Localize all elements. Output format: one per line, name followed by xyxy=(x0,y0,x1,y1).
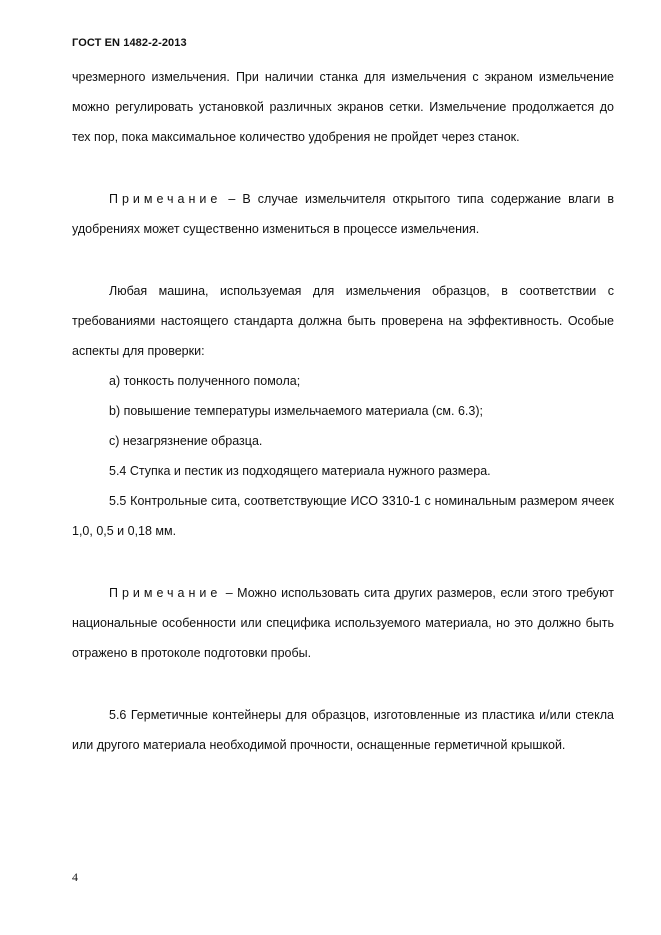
note-other-sieves xyxy=(72,578,614,668)
note-text: – В случае измельчителя открытого типа содержание влаги в удобрениях может существенно измениться в процессе измельчения. xyxy=(72,192,614,236)
note-open-grinder xyxy=(72,184,614,244)
clause-5-5: 5.5 Контрольные сита, соответствующие ИСО 3310-1 с номинальным размером ячеек 1,0, 0,5 и 0,18 мм. xyxy=(72,494,614,538)
note-label: Примечание xyxy=(109,192,222,206)
list-item-c: c) незагрязнение образца. xyxy=(109,434,263,448)
document-body xyxy=(72,62,614,760)
note-text: – Можно использовать сита других размеров, если этого требуют национальные особенности или специфика используемого материала, но это должно быть отражено в протоколе подготовки пробы. xyxy=(72,586,614,660)
note-label: Примечание xyxy=(109,586,222,600)
clause-5-4: 5.4 Ступка и пестик из подходящего материала нужного размера. xyxy=(109,464,491,478)
paragraph-machine-check: Любая машина, используемая для измельчения образцов, в соответствии с требованиями настоящего стандарта должна быть проверена на эффективность. Особые аспекты для проверки: xyxy=(72,284,614,358)
clause-5-6: 5.6 Герметичные контейнеры для образцов, изготовленные из пластика и/или стекла или другого материала необходимой прочности, оснащенные герметичной крышкой. xyxy=(72,708,614,752)
page-number: 4 xyxy=(72,870,78,884)
list-item-b: b) повышение температуры измельчаемого материала (см. 6.3); xyxy=(109,404,483,418)
document-code-header: ГОСТ EN 1482-2-2013 xyxy=(72,37,187,49)
list-item-a: а) тонкость полученного помола; xyxy=(109,374,301,388)
paragraph-grinding-continued: чрезмерного измельчения. При наличии станка для измельчения с экраном измельчение можно регулировать установкой различных экранов сетки. Измельчение продолжается до тех пор, пока максимальное количество удобрения не пройдет через станок. xyxy=(72,70,614,144)
